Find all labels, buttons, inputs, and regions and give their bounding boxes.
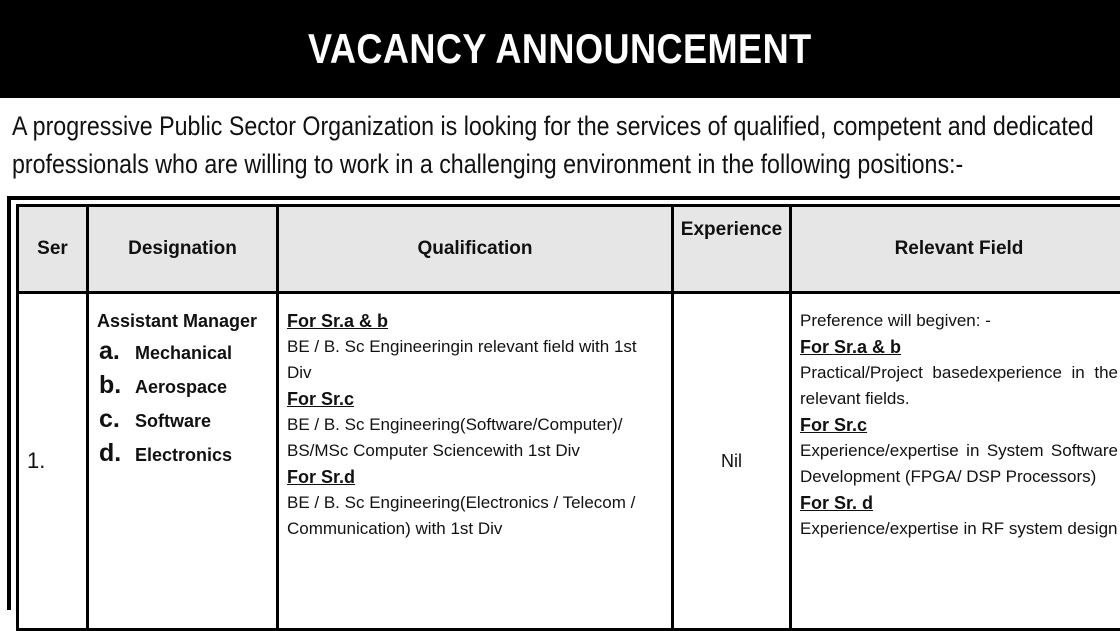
page-title: VACANCY ANNOUNCEMENT xyxy=(308,25,812,73)
option-letter: b. xyxy=(97,372,135,398)
designation-title: Assistant Manager xyxy=(97,308,268,334)
designation-option xyxy=(97,338,268,372)
relevant-field-heading: For Sr.a & b xyxy=(800,334,1118,360)
col-header-designation: Designation xyxy=(88,206,278,293)
qualification-heading: For Sr.c xyxy=(287,386,663,412)
col-header-relevant-field: Relevant Field xyxy=(791,206,1120,293)
relevant-field-heading: For Sr. d xyxy=(800,490,1118,516)
option-label: Mechanical xyxy=(135,340,232,366)
designation-cell xyxy=(88,293,278,630)
relevant-field-cell xyxy=(791,293,1120,630)
relevant-field-text: Practical/Project basedexperience in the relevant fields. xyxy=(800,360,1118,412)
qualification-heading: For Sr.a & b xyxy=(287,308,663,334)
relevant-field-text: Experience/expertise in RF system design xyxy=(800,516,1118,542)
option-letter: d. xyxy=(97,440,135,466)
relevant-field-text: Experience/expertise in System Software Development (FPGA/ DSP Processors) xyxy=(800,438,1118,490)
designation-option xyxy=(97,440,268,474)
option-label: Electronics xyxy=(135,442,232,468)
vacancy-table xyxy=(16,204,1120,631)
option-letter: a. xyxy=(97,338,135,364)
intro-paragraph: A progressive Public Sector Organization is looking for the services of qualified, competent and dedicated professionals who are willing to work in a challenging environment in the following positions:- xyxy=(12,107,1115,183)
designation-option xyxy=(97,406,268,440)
qualification-text: BE / B. Sc Engineeringin relevant field with 1st Div xyxy=(287,334,663,386)
col-header-ser: Ser xyxy=(18,206,88,293)
option-letter: c. xyxy=(97,406,135,432)
qualification-text: BE / B. Sc Engineering(Electronics / Telecom / Communication) with 1st Div xyxy=(287,490,663,542)
table-header-row xyxy=(18,206,1120,293)
qualification-text: BE / B. Sc Engineering(Software/Computer)/ BS/MSc Computer Sciencewith 1st Div xyxy=(287,412,663,464)
table-row xyxy=(18,293,1120,630)
experience-cell: Nil xyxy=(673,293,791,630)
qualification-heading: For Sr.d xyxy=(287,464,663,490)
designation-option xyxy=(97,372,268,406)
ser-cell: 1. xyxy=(18,293,88,630)
col-header-experience: Experience xyxy=(673,206,791,293)
relevant-field-intro: Preference will begiven: - xyxy=(800,308,1118,334)
relevant-field-heading: For Sr.c xyxy=(800,412,1118,438)
col-header-qualification: Qualification xyxy=(278,206,673,293)
qualification-cell xyxy=(278,293,673,630)
option-label: Aerospace xyxy=(135,374,227,400)
option-label: Software xyxy=(135,408,211,434)
announcement-header xyxy=(0,0,1120,98)
